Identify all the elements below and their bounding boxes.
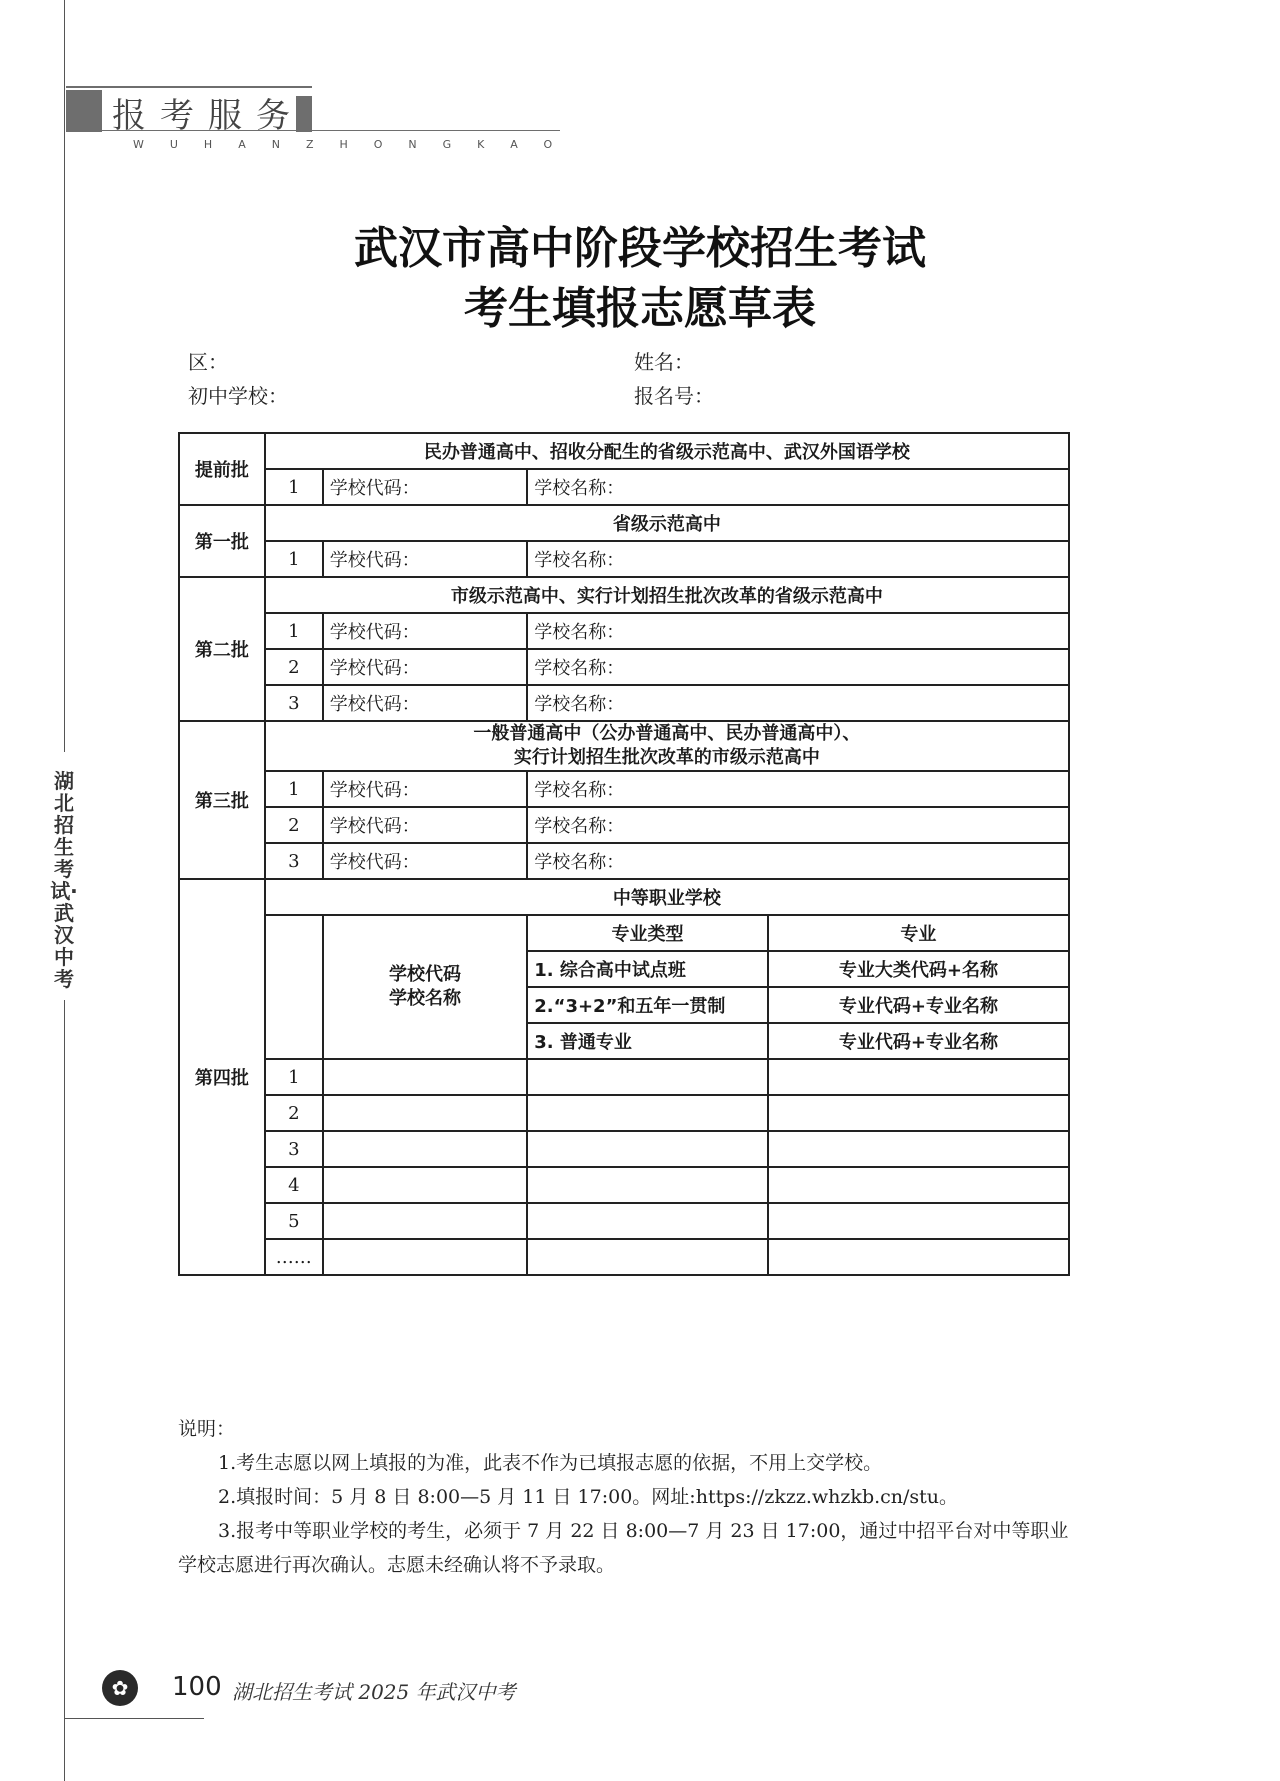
school-code-name-header [323, 915, 527, 1059]
school-name-field[interactable]: 学校名称： [527, 807, 1069, 843]
school-code-field[interactable]: 学校代码： [323, 613, 527, 649]
table-row [179, 807, 1069, 843]
application-form-table [178, 432, 1070, 1276]
table-row [179, 915, 1069, 951]
row-number: 1 [265, 469, 323, 505]
major-field[interactable] [768, 1167, 1069, 1203]
table-row [179, 613, 1069, 649]
row-number: 3 [265, 843, 323, 879]
batch-first-label: 第一批 [179, 505, 265, 577]
table-row [179, 685, 1069, 721]
major-type-field[interactable] [527, 1239, 768, 1275]
page-title-line1: 武汉市高中阶段学校招生考试 [354, 223, 926, 274]
note-item: 1.考生志愿以网上填报的为准，此表不作为已填报志愿的依据，不用上交学校。 [218, 1452, 883, 1474]
table-row [179, 1167, 1069, 1203]
school-field[interactable] [323, 1095, 527, 1131]
major-field[interactable] [768, 1059, 1069, 1095]
row-number: 1 [265, 1059, 323, 1095]
major-format-item: 专业代码+专业名称 [768, 987, 1069, 1023]
district-label: 区： [188, 350, 228, 374]
school-name-field[interactable]: 学校名称： [527, 541, 1069, 577]
table-row [179, 721, 1069, 771]
left-margin-rule-lower [64, 1000, 65, 1781]
batch-first-header: 省级示范高中 [265, 505, 1069, 541]
table-row [179, 649, 1069, 685]
table-row [179, 1239, 1069, 1275]
batch-third-header-line1: 一般普通高中（公办普通高中、民办普通高中）、 [473, 723, 861, 744]
header-block-left [66, 90, 102, 132]
major-type-field[interactable] [527, 1203, 768, 1239]
table-row [179, 1131, 1069, 1167]
notes-heading: 说明： [178, 1418, 236, 1440]
major-type-field[interactable] [527, 1131, 768, 1167]
note-item: 2.填报时间：5 月 8 日 8:00—5 月 11 日 17:00。网址:https://zkzz.whzkb.cn/stu。 [218, 1486, 959, 1508]
row-number: 5 [265, 1203, 323, 1239]
major-format-item: 专业大类代码+名称 [768, 951, 1069, 987]
page-number: 100 [172, 1672, 222, 1702]
major-type-field[interactable] [527, 1167, 768, 1203]
table-row [179, 433, 1069, 469]
school-field[interactable] [323, 1131, 527, 1167]
row-number: 4 [265, 1167, 323, 1203]
table-row [179, 505, 1069, 541]
school-field[interactable] [323, 1239, 527, 1275]
batch-early-header: 民办普通高中、招收分配生的省级示范高中、武汉外国语学校 [265, 433, 1069, 469]
row-number: 1 [265, 771, 323, 807]
school-name-field[interactable]: 学校名称： [527, 843, 1069, 879]
school-code-field[interactable]: 学校代码： [323, 649, 527, 685]
major-type-field[interactable] [527, 1095, 768, 1131]
school-code-field[interactable]: 学校代码： [323, 807, 527, 843]
note-item: 3.报考中等职业学校的考生，必须于 7 月 22 日 8:00—7 月 23 日 17:00，通过中招平台对中等职业学校志愿进行再次确认。志愿未经确认将不予录取。 [178, 1520, 1069, 1576]
batch-second-header: 市级示范高中、实行计划招生批次改革的省级示范高中 [265, 577, 1069, 613]
school-code-heading: 学校代码 [389, 964, 462, 985]
school-name-field[interactable]: 学校名称： [527, 771, 1069, 807]
school-code-field[interactable]: 学校代码： [323, 541, 527, 577]
row-number: 3 [265, 1131, 323, 1167]
major-field[interactable] [768, 1203, 1069, 1239]
major-type-item: 2.“3+2”和五年一贯制 [527, 987, 768, 1023]
school-label: 初中学校： [188, 384, 288, 408]
batch-second-label: 第二批 [179, 577, 265, 721]
side-label: 湖北招生考试·武汉中考 [50, 769, 78, 991]
major-type-heading: 专业类型 [527, 915, 768, 951]
name-label: 姓名： [634, 350, 694, 374]
notes-section [178, 1412, 1070, 1582]
reg-no-label: 报名号： [634, 384, 714, 408]
major-format-item: 专业代码+专业名称 [768, 1023, 1069, 1059]
section-subtitle: WUHANZHONGKAO [133, 138, 579, 151]
major-field[interactable] [768, 1095, 1069, 1131]
batch-fourth-header: 中等职业学校 [265, 879, 1069, 915]
journal-logo-icon: ✿ [102, 1670, 138, 1706]
table-row [179, 541, 1069, 577]
school-field[interactable] [323, 1167, 527, 1203]
major-type-item: 1. 综合高中试点班 [527, 951, 768, 987]
table-row [179, 469, 1069, 505]
table-row [179, 577, 1069, 613]
table-row [179, 1059, 1069, 1095]
journal-name: 湖北招生考试 2025 年武汉中考 [232, 1680, 516, 1704]
page-title-line2: 考生填报志愿草表 [464, 283, 816, 334]
table-row [179, 1095, 1069, 1131]
row-number: …… [265, 1239, 323, 1275]
footer-rule [64, 1718, 204, 1719]
major-heading: 专业 [768, 915, 1069, 951]
row-number: 1 [265, 541, 323, 577]
school-field[interactable] [323, 1059, 527, 1095]
school-code-field[interactable]: 学校代码： [323, 843, 527, 879]
left-margin-rule [64, 0, 65, 752]
school-name-field[interactable]: 学校名称： [527, 469, 1069, 505]
row-number: 1 [265, 613, 323, 649]
section-title: 报考服务 [112, 96, 304, 136]
row-number: 3 [265, 685, 323, 721]
row-number: 2 [265, 807, 323, 843]
blank-cell [265, 915, 323, 1059]
table-row [179, 771, 1069, 807]
school-name-field[interactable]: 学校名称： [527, 613, 1069, 649]
school-code-field[interactable]: 学校代码： [323, 685, 527, 721]
major-field[interactable] [768, 1131, 1069, 1167]
batch-third-header-line2: 实行计划招生批次改革的市级示范高中 [513, 747, 820, 768]
table-row [179, 843, 1069, 879]
table-row [179, 879, 1069, 915]
row-number: 2 [265, 649, 323, 685]
school-name-heading: 学校名称 [389, 988, 462, 1009]
school-name-field[interactable]: 学校名称： [527, 685, 1069, 721]
major-type-item: 3. 普通专业 [527, 1023, 768, 1059]
school-code-field[interactable]: 学校代码： [323, 469, 527, 505]
major-field[interactable] [768, 1239, 1069, 1275]
school-name-field[interactable]: 学校名称： [527, 649, 1069, 685]
major-type-field[interactable] [527, 1059, 768, 1095]
table-row [179, 1203, 1069, 1239]
batch-early-label: 提前批 [179, 433, 265, 505]
row-number: 2 [265, 1095, 323, 1131]
batch-fourth-label: 第四批 [179, 879, 265, 1275]
batch-third-header [265, 721, 1069, 771]
school-code-field[interactable]: 学校代码： [323, 771, 527, 807]
school-field[interactable] [323, 1203, 527, 1239]
batch-third-label: 第三批 [179, 721, 265, 879]
